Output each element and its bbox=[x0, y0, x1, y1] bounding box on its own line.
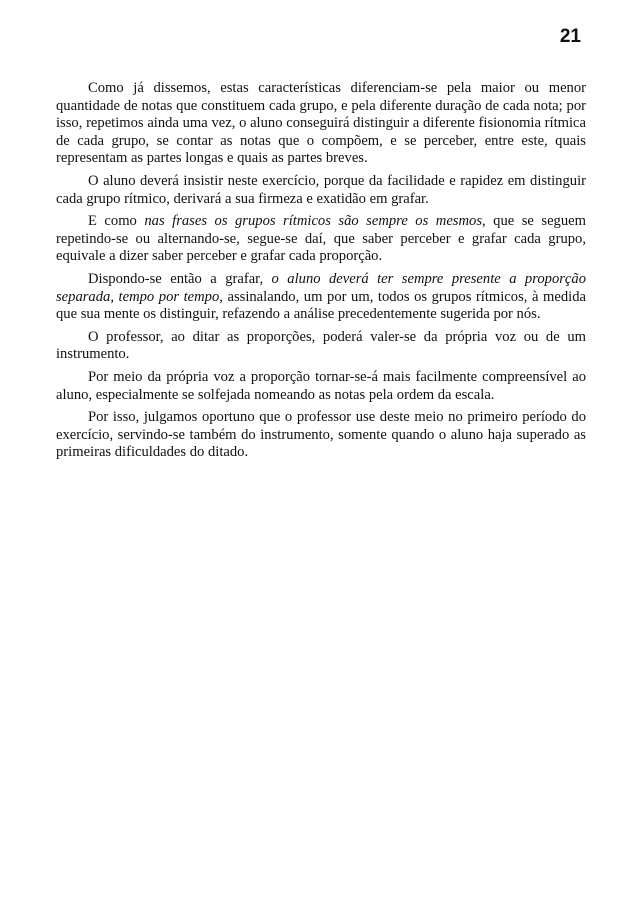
page-number: 21 bbox=[559, 26, 581, 47]
paragraph-1: Como já dissemos, estas características diferenciam-se pela maior ou menor quantidade de notas que constituem cada grupo, e pela diferente duração de cada nota; por isso, repetimos ainda uma vez, o aluno conseguirá distinguir a diferente fisionomia rítmica de cada grupo, se contar as notas que o compõem, e se perceber, entre este, quais representam as partes longas e quais as partes breves. bbox=[56, 80, 586, 167]
paragraph-3-text-start: E como bbox=[88, 213, 145, 230]
paragraph-4-emphasis: o aluno deverá ter sempre presente a proporção separada, tempo por tempo bbox=[56, 270, 587, 305]
paragraph-6: Por meio da própria voz a proporção tornar-se-á mais facilmente compreensível ao aluno, especialmente se solfejada nomeando as notas pela ordem da escala. bbox=[56, 368, 586, 403]
paragraph-2: O aluno deverá insistir neste exercício, porque da facilidade e rapidez em distinguir cada grupo rítmico, derivará a sua firmeza e exatidão em grafar. bbox=[56, 172, 586, 207]
paragraph-3-text-end: , que se seguem repetindo-se ou alternando-se, segue-se daí, que saber perceber e grafar cada grupo, equivale a dizer saber perceber e grafar cada proporção. bbox=[56, 213, 586, 265]
paragraph-4-text-end: , assinalando, um por um, todos os grupos rítmicos, à medida que sua mente os distinguir, refazendo a análise precedentemente sugerida por nós. bbox=[56, 288, 586, 323]
paragraph-3-emphasis: nas frases os grupos rítmicos são sempre os mesmos bbox=[144, 213, 482, 230]
paragraph-5: O professor, ao ditar as proporções, poderá valer-se da própria voz ou de um instrumento. bbox=[56, 328, 586, 363]
body-text bbox=[56, 80, 586, 467]
paragraph-4 bbox=[56, 271, 586, 324]
paragraph-7: Por isso, julgamos oportuno que o professor use deste meio no primeiro período do exercício, servindo-se também do instrumento, somente quando o aluno haja superado as primeiras dificuldades do ditado. bbox=[56, 409, 586, 461]
paragraph-4-text-start: Dispondo-se então a grafar, bbox=[88, 270, 272, 287]
paragraph-3 bbox=[56, 213, 586, 266]
